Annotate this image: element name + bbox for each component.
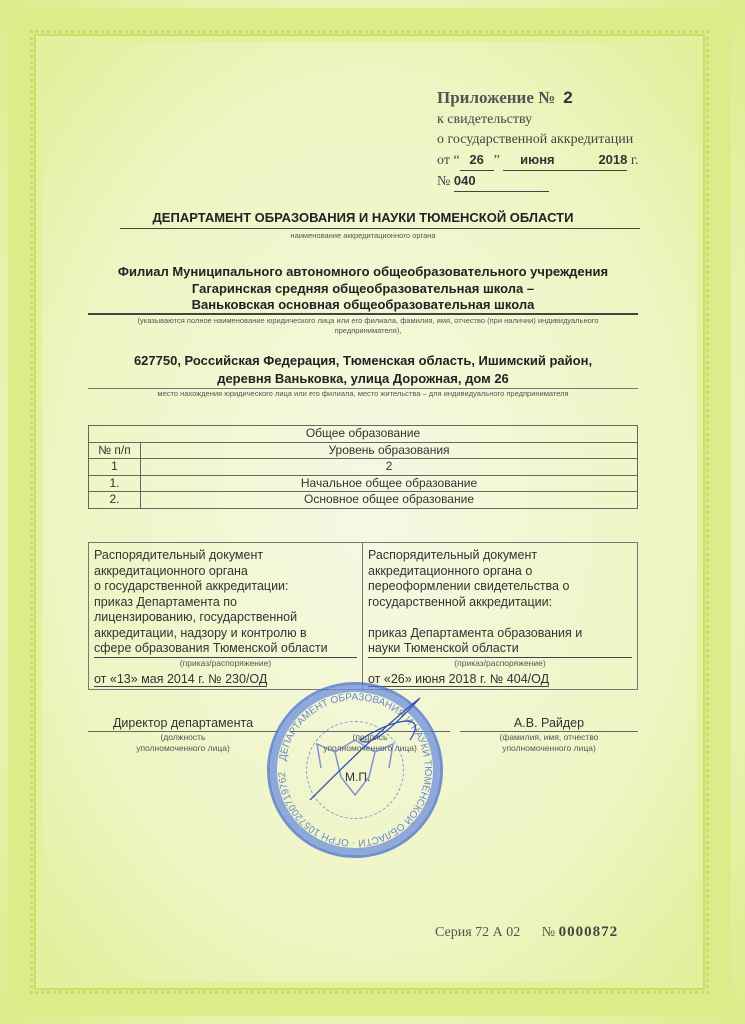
reg-number-line — [437, 171, 652, 192]
table-cell: 1 — [89, 459, 141, 476]
accreditation-order-box — [88, 542, 363, 690]
organization-caption: (указываются полное наименование юридического лица или его филиала, фамилия, имя, отчество (при наличии) индивидуального предпринимателя), — [137, 316, 599, 335]
box-line — [368, 610, 632, 626]
caption: уполномоченного лица) — [323, 743, 417, 753]
no-label: № — [541, 925, 556, 940]
handwritten-signature — [300, 690, 440, 810]
from-label: от — [437, 153, 450, 168]
signer-name: А.В. Райдер — [460, 716, 638, 732]
name-block — [460, 716, 638, 754]
order-reference: от «13» мая 2014 г. № 230/ОД — [94, 671, 268, 686]
signer-position: Директор департамента — [88, 716, 278, 732]
org-line: Филиал Муниципального автономного общеобразовательного учреждения — [117, 264, 609, 279]
table-header: Уровень образования — [141, 442, 638, 459]
caption: (подпись — [352, 732, 388, 742]
box-line: приказ Департамента по — [94, 594, 237, 609]
caption: (фамилия, имя, отчество — [499, 732, 599, 742]
svg-text:ДЕПАРТАМЕНТ ОБРАЗОВАНИЯ И НАУК: ДЕПАРТАМЕНТ ОБРАЗОВАНИЯ И НАУКИ ТЮМЕНСКОЙ ОБЛАСТИ · ОГРН 1057200719762 — [276, 691, 434, 849]
box-caption: (приказ/распоряжение) — [179, 657, 272, 668]
box-line: государственной аккредитации: — [368, 594, 553, 609]
box-line: приказ Департамента образования и — [368, 625, 583, 640]
appendix-number: 2 — [563, 88, 573, 107]
form-number: 0000872 — [558, 924, 619, 940]
box-caption: (приказ/распоряжение) — [454, 657, 546, 668]
address-line: деревня Ваньковка, улица Дорожная, дом 26 — [217, 371, 509, 386]
quote: “ — [453, 153, 460, 168]
box-line: науки Тюменской области — [368, 641, 632, 658]
box-line: аккредитационного органа о — [368, 563, 533, 578]
table-cell: 1. — [89, 475, 141, 492]
order-reference: от «26» июня 2018 г. № 404/ОД — [368, 671, 550, 686]
table-header: № п/п — [89, 442, 141, 459]
caption: уполномоченного лица) — [502, 743, 596, 753]
date-year: 2018 — [571, 150, 627, 171]
seal-mark: М.П. — [345, 770, 371, 784]
appendix-header — [437, 88, 652, 192]
box-line: сфере образования Тюменской области — [94, 641, 357, 658]
caption: (должность — [160, 732, 206, 742]
appendix-title: Приложение № — [437, 88, 556, 107]
table-cell: 2 — [141, 459, 638, 476]
reissue-order-box — [362, 542, 638, 690]
date-day: 26 — [460, 150, 494, 171]
series: Серия 72 А 02 — [435, 925, 521, 940]
header-line: о государственной аккредитации — [437, 132, 634, 147]
box-line: лицензированию, государственной — [94, 610, 298, 624]
table-row — [89, 475, 638, 492]
box-line: аккредитационного органа — [94, 563, 248, 578]
address — [88, 352, 638, 388]
no-label: № — [437, 174, 451, 189]
box-line: Распорядительный документ — [368, 548, 538, 562]
table-cell: Основное общее образование — [141, 492, 638, 509]
address-caption: место нахождения юридического лица или его филиала, место жительства – для индивидуального предпринимателя — [157, 389, 569, 398]
header-line: к свидетельству — [437, 112, 533, 127]
date-line — [437, 150, 652, 171]
year-suffix: г. — [630, 153, 639, 168]
authority-caption: наименование аккредитационного органа — [290, 231, 436, 240]
reg-number: 040 — [454, 171, 549, 192]
table-cell: Начальное общее образование — [141, 475, 638, 492]
organization-name — [88, 264, 638, 314]
box-line: аккредитации, надзору и контролю в — [94, 625, 307, 640]
box-line: переоформлении свидетельства о — [368, 579, 570, 593]
org-line: Ваньковская основная общеобразовательная школа — [191, 297, 535, 312]
quote: ” — [493, 153, 500, 168]
box-line: Распорядительный документ — [94, 548, 264, 562]
date-month: июня — [503, 150, 571, 171]
education-table — [88, 425, 638, 509]
footer-series — [435, 924, 618, 941]
table-row — [89, 492, 638, 509]
caption: уполномоченного лица) — [136, 743, 230, 753]
address-line: 627750, Российская Федерация, Тюменская область, Ишимский район, — [133, 353, 593, 368]
position-block — [88, 716, 278, 754]
authority-name: ДЕПАРТАМЕНТ ОБРАЗОВАНИЯ И НАУКИ ТЮМЕНСКОЙ ОБЛАСТИ — [152, 210, 574, 225]
table-cell: 2. — [89, 492, 141, 509]
table-title: Общее образование — [89, 426, 638, 443]
org-line: Гагаринская средняя общеобразовательная школа – — [191, 280, 535, 296]
box-line: о государственной аккредитации: — [94, 579, 289, 593]
